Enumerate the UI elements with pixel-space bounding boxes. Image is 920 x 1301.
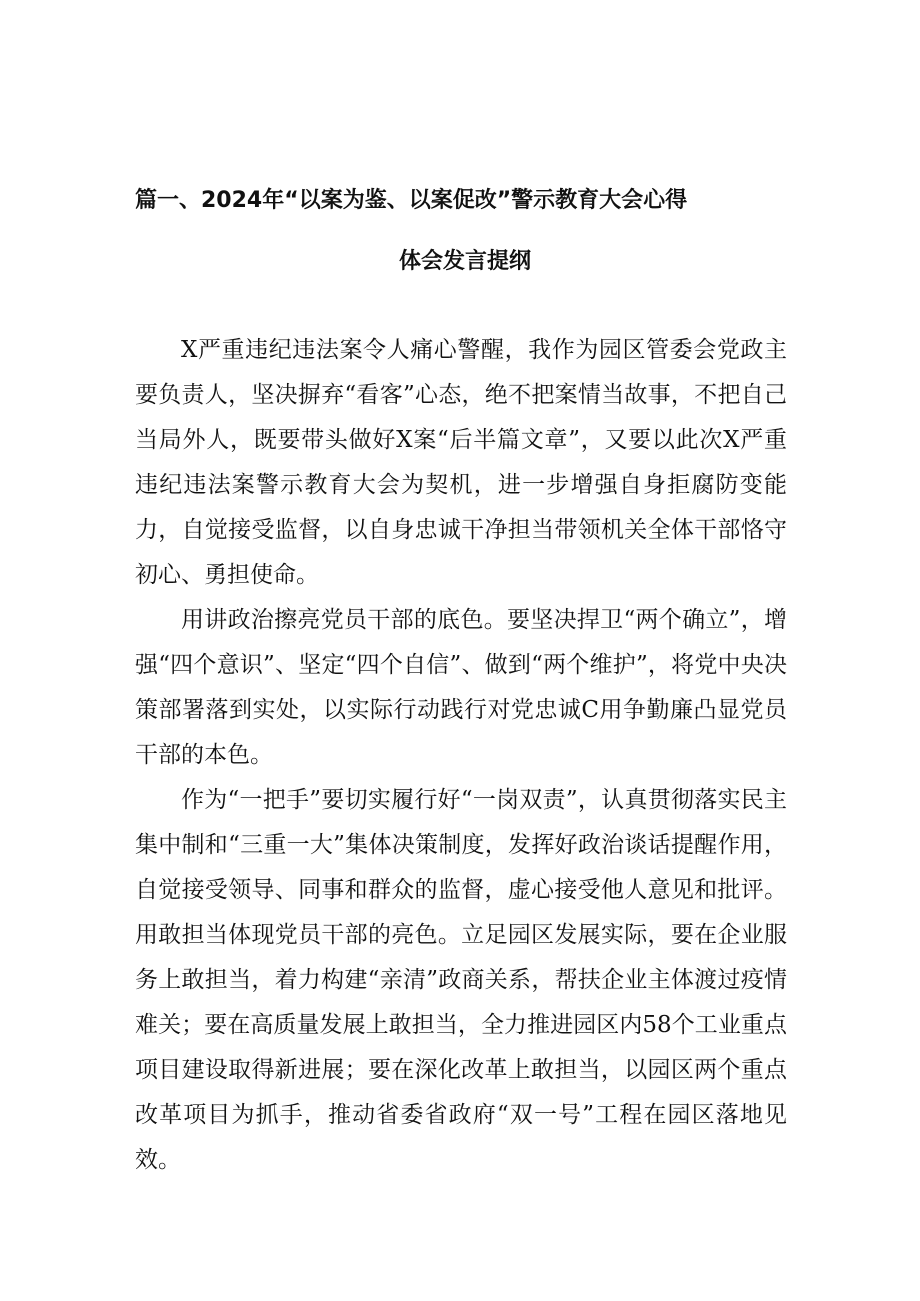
document-body [135, 328, 787, 1183]
document-title [135, 170, 795, 292]
paragraph-2: 用讲政治擦亮党员干部的底色。要坚决捍卫“两个确立”，增强“四个意识”、坚定“四个自信”、做到“两个维护”，将党中央决策部署落到实处，以实际行动践行对党忠诚C用争勤廉凸显党员干部的本色。 [135, 607, 787, 768]
title-line-1: 篇一、2024年“以案为鉴、以案促改”警示教育大会心得 [135, 188, 688, 213]
title-line-2: 体会发言提纲 [398, 249, 531, 274]
paragraph-3: 作为“一把手”要切实履行好“一岗双责”，认真贯彻落实民主集中制和“三重一大”集体决策制度，发挥好政治谈话提醒作用，自觉接受领导、同事和群众的监督，虚心接受他人意见和批评。用敢担当体现党员干部的亮色。立足园区发展实际，要在企业服务上敢担当，着力构建“亲清”政商关系，帮扶企业主体渡过疫情难关；要在高质量发展上敢担当，全力推进园区内58个工业重点项目建设取得新进展；要在深化改革上敢担当，以园区两个重点改革项目为抓手，推动省委省政府“双一号”工程在园区落地见效。 [135, 787, 787, 1173]
paragraph-1: X严重违纪违法案令人痛心警醒，我作为园区管委会党政主要负责人，坚决摒弃“看客”心态，绝不把案情当故事，不把自己当局外人，既要带头做好X案“后半篇文章”，又要以此次X严重违纪违法案警示教育大会为契机，进一步增强自身拒腐防变能力，自觉接受监督，以自身忠诚干净担当带领机关全体干部恪守初心、勇担使命。 [135, 337, 787, 588]
